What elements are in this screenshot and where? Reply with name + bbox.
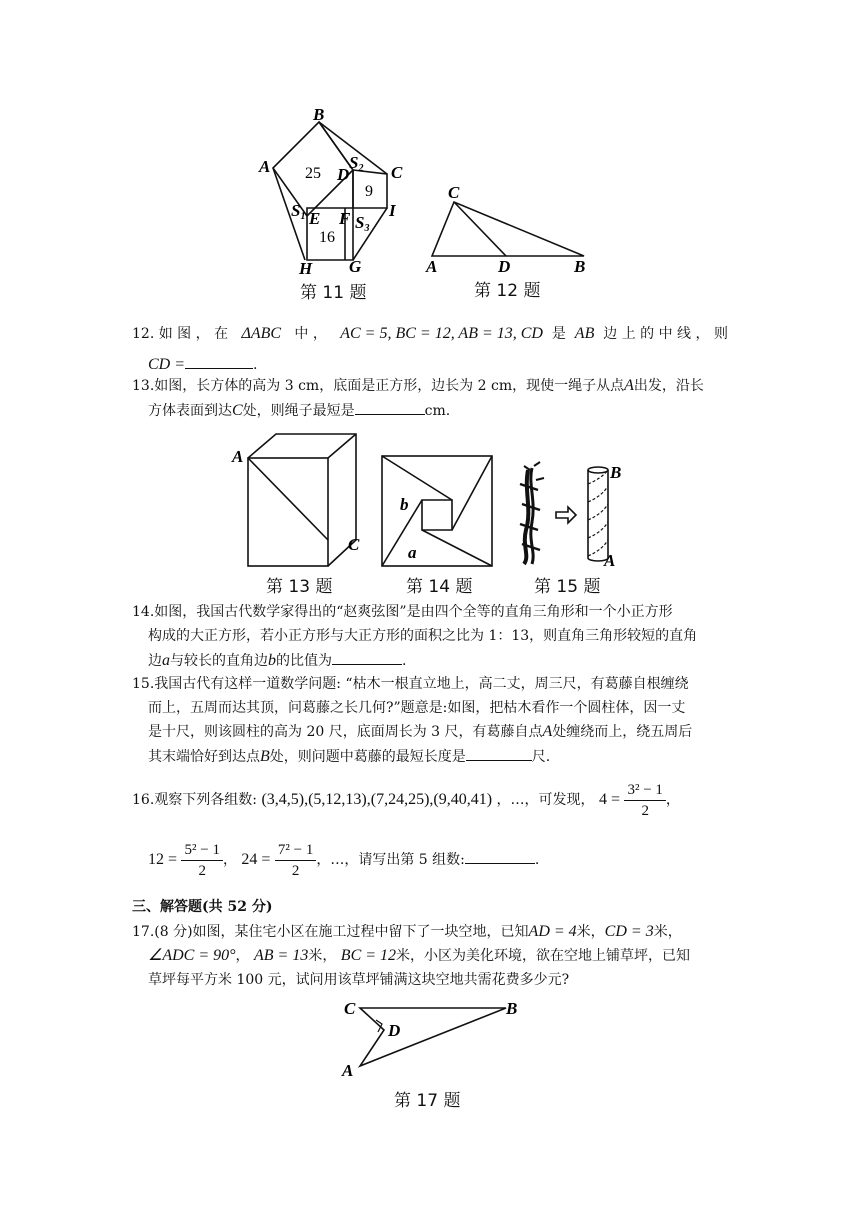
- question-16-line-1: 16.观察下列各组数: (3,4,5),(5,12,13),(7,24,25),(9,40,41) ，…，可发现， 4 = $\frac{\text{3² − 1}}{2}$ ，: [132, 781, 680, 819]
- question-17-line-1: 17.(8 分)如图，某住宅小区在施工过程中留下了一块空地，已知AD = 4米，CD = 3米，: [132, 923, 682, 940]
- fig11-label-S2: S2: [349, 153, 364, 174]
- figure-12-triangle: [420, 180, 600, 276]
- question-15-line-1: 15.我国古代有这样一道数学问题: “枯木一根直立地上，高二丈，周三尺，有葛藤自根缠绕: [132, 676, 689, 692]
- fig12-label-C: C: [448, 183, 460, 202]
- figure-15-caption: 第 15 题: [534, 577, 601, 597]
- question-13-line-2: 方体表面到达C处，则绳子最短是 cm.: [148, 398, 450, 423]
- fig11-label-F: F: [339, 209, 351, 228]
- figure-13-caption: 第 13 题: [266, 577, 333, 597]
- figure-14-caption: 第 14 题: [406, 577, 473, 597]
- fig11-label-D: D: [337, 165, 350, 184]
- question-16-line-2: 12 = $\frac{\text{5² − 1}}{2}$ ， 24 = $\frac{\text{7² − 1}}{2}$ ，…，请写出第 5 组数: .: [148, 841, 540, 879]
- fig11-label-G: G: [349, 257, 362, 276]
- fig17-label-C: C: [344, 999, 356, 1018]
- figure-15-vine-cylinder: [510, 460, 630, 570]
- fig11-label-S1: S1: [291, 201, 306, 222]
- fig12-label-B: B: [574, 257, 586, 276]
- fig11-area-9: 9: [365, 183, 373, 200]
- question-13-line-1: 13.如图，长方体的高为 3 cm，底面是正方形，边长为 2 cm，现使一绳子从点A出发，沿长: [132, 377, 704, 394]
- fig13-label-A: A: [232, 447, 244, 466]
- q14-answer-blank[interactable]: [332, 648, 402, 665]
- q13-answer-blank[interactable]: [355, 398, 425, 415]
- question-14-line-2: 构成的大正方形，若小正方形与大正方形的面积之比为 1：13，则直角三角形较短的直角: [148, 628, 698, 644]
- fig11-label-A: A: [259, 157, 271, 176]
- fig15-label-A: A: [604, 551, 616, 570]
- question-12-line-2: CD = .: [148, 352, 257, 377]
- question-15-line-2: 而上，五周而达其顶，问葛藤之长几何?”题意是:如图，把枯木看作一个圆柱体，因一丈: [148, 700, 686, 716]
- fig12-label-A: A: [426, 257, 438, 276]
- figure-12-caption: 第 12 题: [474, 281, 541, 301]
- figure-17-caption: 第 17 题: [394, 1091, 461, 1111]
- fig17-label-A: A: [342, 1061, 354, 1080]
- fig14-label-b: b: [400, 495, 409, 514]
- question-14-line-3: 边a与较长的直角边b的比值为 .: [148, 648, 406, 673]
- fig11-label-E: E: [309, 209, 321, 228]
- fig11-label-C: C: [391, 163, 403, 182]
- q16-fraction-3: $\frac{\text{7² − 1}}{2}$: [275, 840, 316, 881]
- question-17-line-3: 草坪每平方米 100 元，试问用该草坪铺满这块空地共需花费多少元?: [148, 972, 570, 988]
- section-3-heading: 三、解答题(共 52 分): [132, 899, 273, 915]
- fig17-label-D: D: [388, 1021, 401, 1040]
- fig13-label-C: C: [348, 535, 360, 554]
- q16-answer-blank[interactable]: [465, 847, 535, 864]
- fig14-label-a: a: [408, 543, 417, 562]
- q12-answer-blank[interactable]: [185, 352, 253, 369]
- fig15-label-B: B: [610, 463, 622, 482]
- figure-11-caption: 第 11 题: [300, 283, 367, 303]
- fig11-label-S3: S3: [355, 213, 370, 234]
- question-15-line-4: 其末端恰好到达点B处，则问题中葛藤的最短长度是 尺.: [148, 744, 550, 769]
- fig12-label-D: D: [498, 257, 511, 276]
- figure-13-cuboid: [230, 428, 366, 572]
- figure-17-quadrilateral: [338, 996, 528, 1082]
- q16-fraction-2: $\frac{\text{5² − 1}}{2}$: [181, 840, 222, 881]
- fig17-label-B: B: [506, 999, 518, 1018]
- q15-answer-blank[interactable]: [466, 744, 532, 761]
- q16-fraction-1: $\frac{\text{3² − 1}}{2}$: [624, 780, 665, 821]
- question-14-line-1: 14.如图，我国古代数学家得出的“赵爽弦图”是由四个全等的直角三角形和一个小正方形: [132, 604, 673, 620]
- question-17-line-2: ∠ADC = 90°， AB = 13米， BC = 12米，小区为美化环境，欲在空地上铺草坪，已知: [148, 947, 691, 964]
- question-15-line-3: 是十尺，则该圆柱的高为 20 尺，底面周长为 3 尺，有葛藤自点A处缠绕而上，绕五周后: [148, 723, 693, 740]
- fig11-area-25: 25: [305, 165, 321, 182]
- fig11-label-I: I: [389, 201, 396, 220]
- fig11-label-H: H: [299, 259, 313, 278]
- figure-11-pythagoras-squares: [255, 108, 415, 278]
- fig11-label-B: B: [313, 108, 325, 124]
- figure-14-zhao-shuang-diagram: [378, 454, 498, 568]
- question-12-line-1: 12. 如 图 ， 在 ΔABC 中 ， AC = 5, BC = 12, AB = 13, CD 是 AB 边 上 的 中 线 ， 则: [132, 325, 728, 342]
- fig11-area-16: 16: [319, 229, 335, 246]
